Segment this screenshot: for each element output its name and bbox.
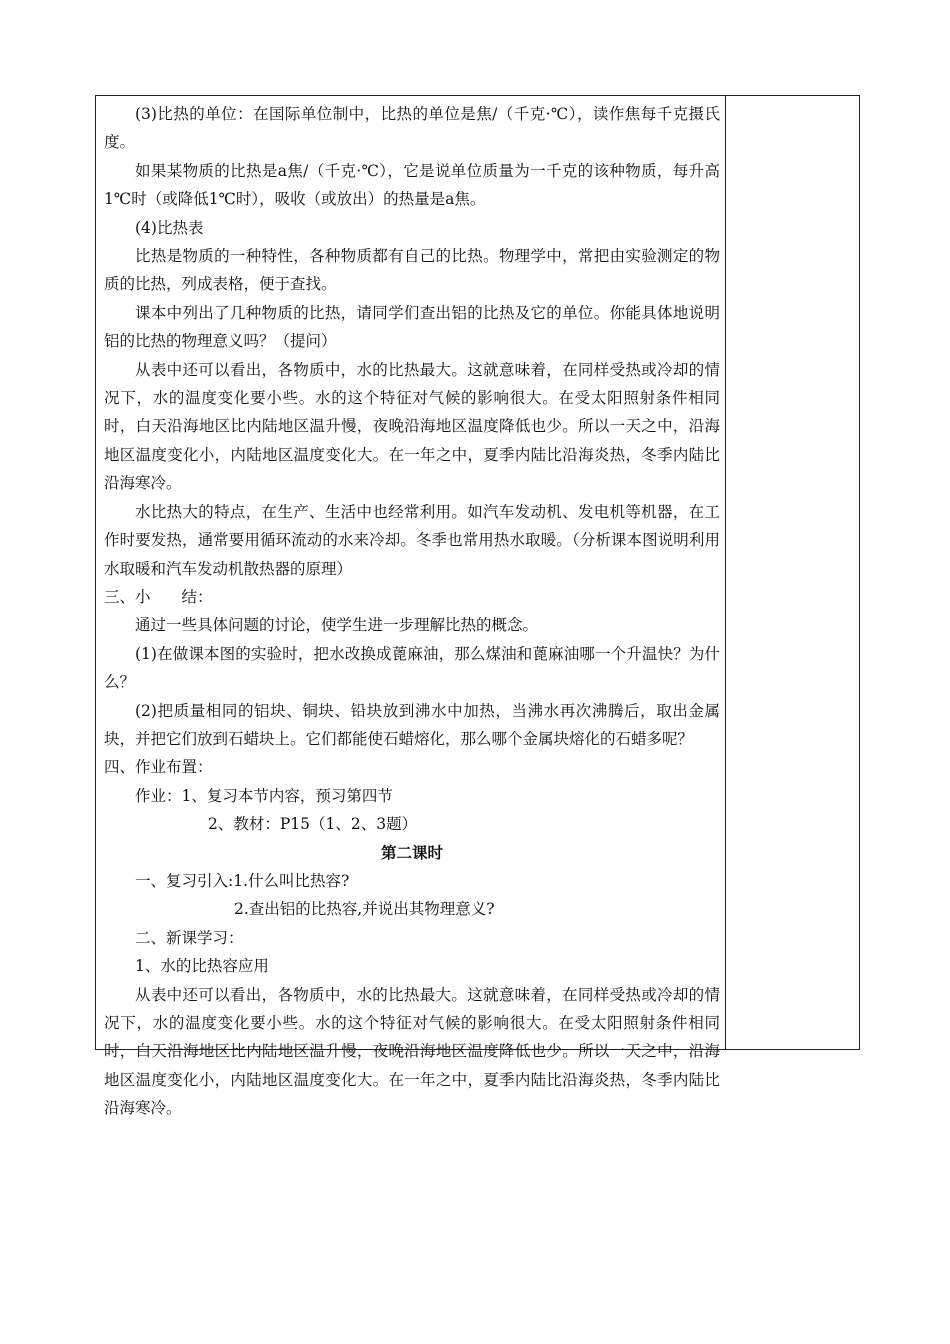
- section-heading: 三、小 结：: [104, 587, 213, 606]
- paragraph: 2、教材：P15（1、2、3题）: [208, 815, 418, 834]
- paragraph: 水比热大的特点，在生产、生活中也经常利用。如汽车发动机、发电机等机器，在工作时要发热，通常要用循环流动的水来冷却。冬季也常用热水取暖。（分析课本图说明利用水取暖和汽车发动机散热器的原理）: [104, 502, 720, 578]
- lesson-table: [95, 95, 860, 1118]
- section-heading: 二、新课学习：: [135, 928, 244, 947]
- lesson-content: [104, 100, 720, 1123]
- paragraph: 课本中列出了几种物质的比热，请同学们查出铝的比热及它的单位。你能具体地说明铝的比热的物理意义吗？（提问）: [104, 303, 720, 351]
- paragraph: (3)比热的单位：在国际单位制中，比热的单位是焦/（千克·℃），读作焦每千克摄氏度。: [104, 105, 720, 152]
- paragraph: 1、水的比热容应用: [135, 957, 269, 976]
- lesson-title: 第二课时: [380, 842, 443, 862]
- paragraph: 从表中还可以看出，各物质中，水的比热最大。这就意味着，在同样受热或冷却的情况下，水的温度变化要小些。水的这个特征对气候的影响很大。在受太阳照射条件相同时，白天沿海地区比内陆地区温升慢，夜晚沿海地区温度降低也少。所以一天之中，沿海地区温度变化小，内陆地区温度变化大。在一年之中，夏季内陆比沿海炎热，冬季内陆比沿海寒冷。: [104, 360, 720, 493]
- paragraph: 2.查出铝的比热容,并说出其物理意义?: [234, 900, 495, 919]
- paragraph: 作业：1、复习本节内容，预习第四节: [135, 786, 393, 805]
- paragraph: (2)把质量相同的铝块、铜块、铅块放到沸水中加热，当沸水再次沸腾后，取出金属块，并把它们放到石蜡块上。它们都能使石蜡熔化，那么哪个金属块熔化的石蜡多呢？: [104, 701, 720, 748]
- paragraph: (1)在做课本图的实验时，把水改换成蓖麻油，那么煤油和蓖麻油哪一个升温快？为什么？: [104, 644, 720, 692]
- paragraph: 如果某物质的比热是a焦/（千克·℃），它是说单位质量为一千克的该种物质，每升高1℃时（或降低1℃时），吸收（或放出）的热量是a焦。: [104, 161, 720, 209]
- paragraph: 从表中还可以看出，各物质中，水的比热最大。这就意味着，在同样受热或冷却的情况下，水的温度变化要小些。水的这个特征对气候的影响很大。在受太阳照射条件相同时，白天沿海地区比内陆地区温升慢，夜晚沿海地区温度降低也少。所以一天之中，沿海地区温度变化小，内陆地区温度变化大。在一年之中，夏季内陆比沿海炎热，冬季内陆比沿海寒冷。: [104, 985, 720, 1118]
- paragraph: 比热是物质的一种特性，各种物质都有自己的比热。物理学中，常把由实验测定的物质的比热，列成表格，便于查找。: [104, 247, 720, 294]
- section-heading: 四、作业布置：: [104, 758, 213, 777]
- paragraph: (4)比热表: [135, 218, 204, 237]
- paragraph: 一、复习引入:1.什么叫比热容?: [135, 871, 350, 890]
- paragraph: 通过一些具体问题的讨论，使学生进一步理解比热的概念。: [135, 616, 539, 635]
- column-divider: [725, 96, 726, 1049]
